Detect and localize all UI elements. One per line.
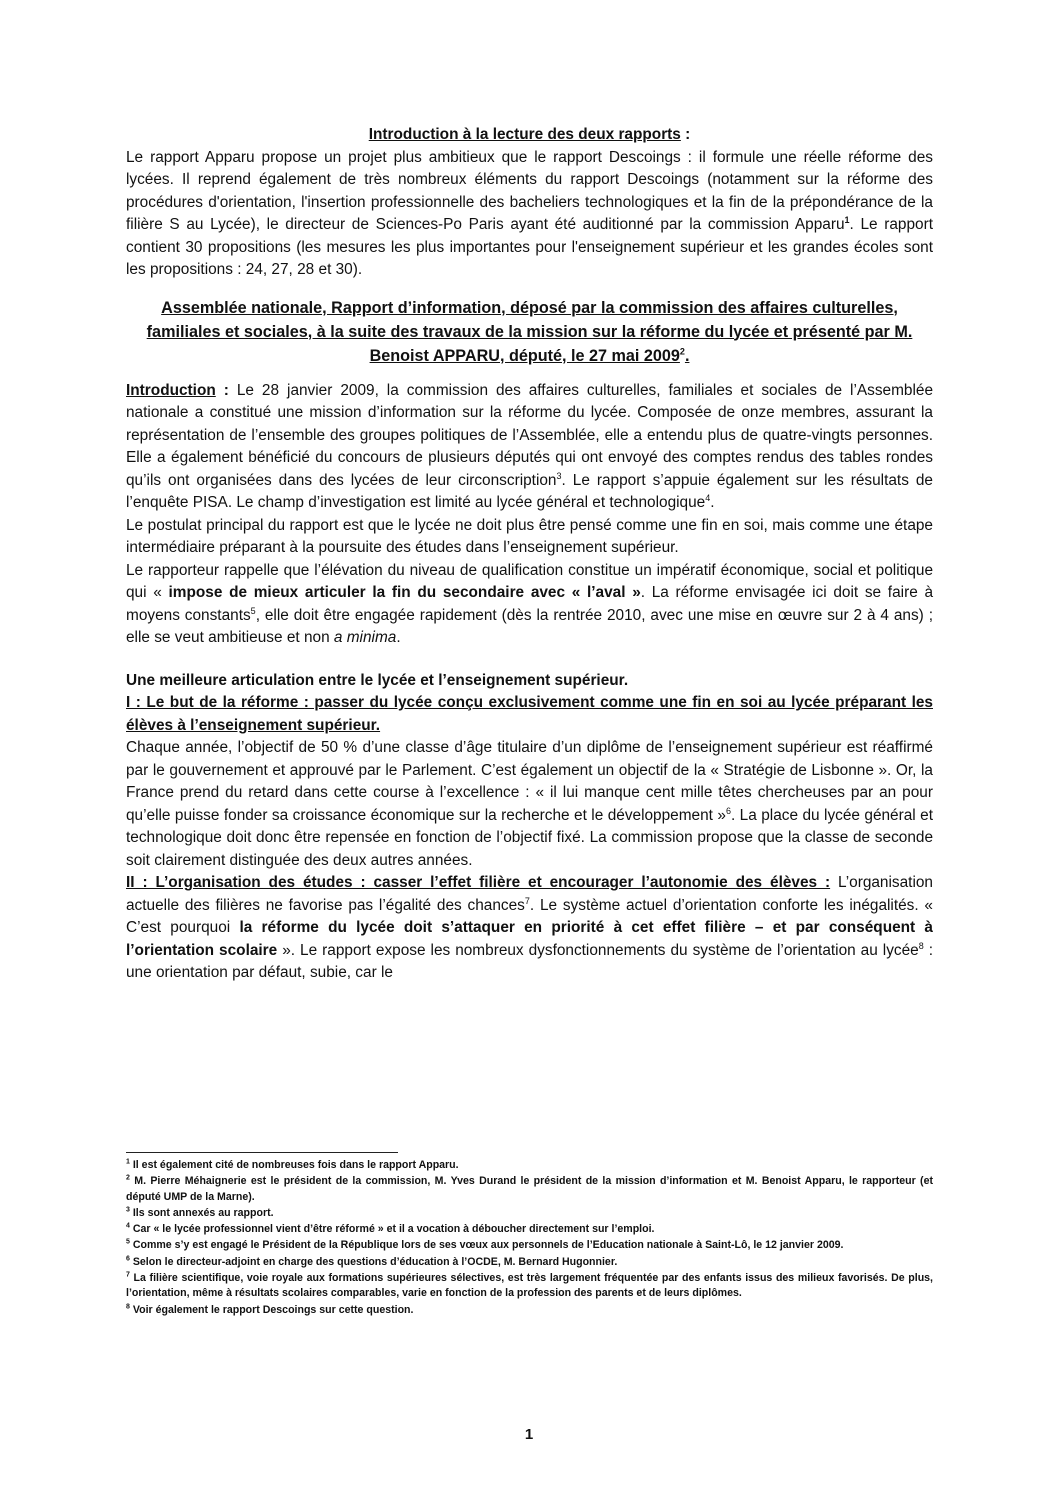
part2-text-3: ». Le rapport expose les nombreux dysfonctionnements du système de l’orientation au lycée xyxy=(277,941,919,959)
footnote-number: 2 xyxy=(126,1174,130,1182)
rapporteur-text-1: Le rapporteur rappelle que l’élévation du niveau de qualification constitue un impératif économique, social et politique qui « xyxy=(126,561,933,601)
introduction-text-2: . Le rapport s’appuie également sur les résultats de l’enquête PISA. Le champ d’investigation est limité au lycée général et technologique xyxy=(126,471,933,511)
footnote-number: 3 xyxy=(126,1206,130,1214)
postulate-paragraph: Le postulat principal du rapport est que le lycée ne doit plus être pensé comme une fin en soi, mais comme une étape intermédiaire préparant à la poursuite des études dans l’enseignement supérieur. xyxy=(126,516,933,556)
part2-text-2: . Le système actuel d’orientation conforte les inégalités. « C’est pourquoi xyxy=(126,896,933,936)
footnote-ref-6: 6 xyxy=(725,805,731,816)
footnote-ref-8: 8 xyxy=(918,940,924,951)
footnote-text: Comme s’y est engagé le Président de la République lors de ses vœux aux personnels de l’Education nationale à Saint-Lô, le 12 janvier 2009. xyxy=(129,1239,844,1252)
footnote xyxy=(126,1255,933,1270)
footnote xyxy=(126,1174,933,1205)
part1-text-1: Chaque année, l’objectif de 50 % d’une classe d’âge titulaire d’un diplôme de l’enseignement supérieur est réaffirmé par le gouvernement et approuvé par le Parlement. C’est également un objectif de la « Stratégie de Lisbonne ». Or, la France prend du retard dans cette course à l’excellence : « il lui manque cent mille têtes chercheuses par an pour qu’elle puisse fonder sa croissance économique sur la recherche et le développement » xyxy=(126,739,933,824)
intro-text: Le rapport Apparu propose un projet plus ambitieux que le rapport Descoings : il formule une réelle réforme des lycées. Il reprend également de très nombreux éléments du rapport Descoings (notamment sur la réforme des procédures d'orientation, l'insertion professionnelle des bacheliers technologiques et la fin de la prépondérance de la filière S au Lycée), le directeur de Sciences-Po Paris ayant été auditionné par la commission Apparu xyxy=(126,148,933,233)
footnote-ref-5: 5 xyxy=(250,605,256,616)
footnote-text: Ils sont annexés au rapport. xyxy=(129,1206,274,1219)
footnote-number: 5 xyxy=(126,1238,130,1246)
footnote-ref-3: 3 xyxy=(556,470,562,481)
spacer xyxy=(126,368,933,380)
rapporteur-text-4: . xyxy=(396,629,401,646)
footnote-number: 4 xyxy=(126,1222,130,1230)
footnote-text: Selon le directeur-adjoint en charge des questions d’éducation à l’OCDE, M. Bernard Hugonnier. xyxy=(129,1255,618,1268)
footnote xyxy=(126,1271,933,1302)
part2-text-1: L’organisation actuelle des filières ne favorise pas l’égalité des chances xyxy=(126,874,933,914)
rapporteur-italic: a minima xyxy=(333,629,397,646)
rapporteur-text-3: , elle doit être engagée rapidement (dès la rentrée 2010, avec une mise en œuvre sur 2 à 4 ans) ; elle se veut ambitieuse et non xyxy=(126,606,933,646)
part2-text-4: : une orientation par défaut, subie, car le xyxy=(126,941,934,981)
part2-bold-text: la réforme du lycée doit s’attaquer en priorité à cet effet filière – et par conséquent à l’orientation scolaire xyxy=(126,919,933,959)
section-heading: Une meilleure articulation entre le lycée et l’enseignement supérieur. xyxy=(126,671,629,689)
report-title-block xyxy=(126,296,933,368)
part2-paragraph xyxy=(126,872,933,985)
rapporteur-paragraph xyxy=(126,560,933,650)
rapporteur-text-2: . La réforme envisagée ici doit se faire à moyens constants xyxy=(126,584,934,624)
footnote xyxy=(126,1222,933,1237)
page-body xyxy=(126,124,933,985)
introduction-paragraph xyxy=(126,380,933,515)
footnote-number: 8 xyxy=(126,1303,130,1311)
part1-title: I : Le but de la réforme : passer du lycée conçu exclusivement comme une fin en soi au lycée préparant les élèves à l’enseignement supérieur. xyxy=(126,694,933,734)
part2-title: II : L’organisation des études : casser l’effet filière et encourager l’autonomie des élèves : xyxy=(126,874,831,891)
footnote-ref-7: 7 xyxy=(524,895,530,906)
introduction-text-3: . xyxy=(710,494,715,511)
footnote-separator xyxy=(126,1152,398,1153)
footnote-text: Il est également cité de nombreuses fois dans le rapport Apparu. xyxy=(129,1159,459,1171)
footnote-number: 1 xyxy=(126,1158,130,1166)
footnote-ref-2: 2 xyxy=(679,346,685,357)
page-number: 1 xyxy=(524,1426,534,1443)
part1-paragraph xyxy=(126,737,933,872)
introduction-label-suffix: : xyxy=(215,381,237,399)
footnote-ref-1: 1 xyxy=(844,214,850,225)
footnote xyxy=(126,1206,933,1221)
footnote-text: Car « le lycée professionnel vient d’être réformé » et il a vocation à déboucher directement sur l’emploi. xyxy=(129,1223,655,1236)
footnote xyxy=(126,1303,933,1318)
intro-text-rest: . Le rapport contient 30 propositions (les mesures les plus importantes pour l'enseignement supérieur et les grandes écoles sont les propositions : 24, 27, 28 et 30). xyxy=(126,216,933,278)
introduction-text-1: Le 28 janvier 2009, la commission des affaires culturelles, familiales et sociales de l’Assemblée nationale a constitué une mission d’information sur la réforme du lycée. Composée de onze membres, assurant la représentation de l’ensemble des groupes politiques de l’Assemblée, elle a entendu plus de quatre-vingts personnes. Elle a également bénéficié du concours de plusieurs députés qui ont envoyé des comptes rendus des tables rondes qu’ils ont organisées dans des lycées de leur circonscription xyxy=(126,381,933,489)
intro-paragraph xyxy=(126,147,933,282)
intro-title: Introduction à la lecture des deux rapports xyxy=(368,126,681,143)
footnote-number: 6 xyxy=(126,1255,130,1263)
footnote-text: M. Pierre Méhaignerie est le président de la commission, M. Yves Durand le président de la mission d’information et M. Benoist Apparu, le rapporteur (et député UMP de la Marne). xyxy=(126,1175,933,1203)
spacer xyxy=(126,650,933,670)
footnote xyxy=(126,1238,933,1253)
part1-text-2: . La place du lycée général et technologique doit donc être repensée en fonction de l’objectif fixé. La commission propose que la classe de seconde soit clairement distinguée des deux autres années. xyxy=(126,806,933,869)
footnote-text: La filière scientifique, voie royale aux formations supérieures sélectives, est très largement fréquentée par des enfants issus des milieux favorisés. De plus, l’orientation, même à résultats scolaires comparables, varie en fonction de la profession des parents et de leurs diplômes. xyxy=(126,1272,933,1300)
footnote-ref-4: 4 xyxy=(705,492,711,503)
intro-title-suffix: : xyxy=(680,126,691,143)
footnote xyxy=(126,1158,933,1173)
intro-heading xyxy=(126,124,933,147)
footnote-text: Voir également le rapport Descoings sur cette question. xyxy=(129,1303,414,1316)
report-title-end: . xyxy=(684,346,690,365)
footnote-number: 7 xyxy=(126,1271,130,1279)
footnotes xyxy=(126,1158,933,1319)
rapporteur-quote: impose de mieux articuler la fin du secondaire avec « l’aval » xyxy=(168,584,641,601)
report-title: Assemblée nationale, Rapport d’information, déposé par la commission des affaires culturelles, familiales et sociales, à la suite des travaux de la mission sur la réforme du lycée et présenté par M. Benoist APPARU, député, le 27 mai 2009 xyxy=(146,298,913,365)
introduction-label: Introduction xyxy=(126,381,216,399)
